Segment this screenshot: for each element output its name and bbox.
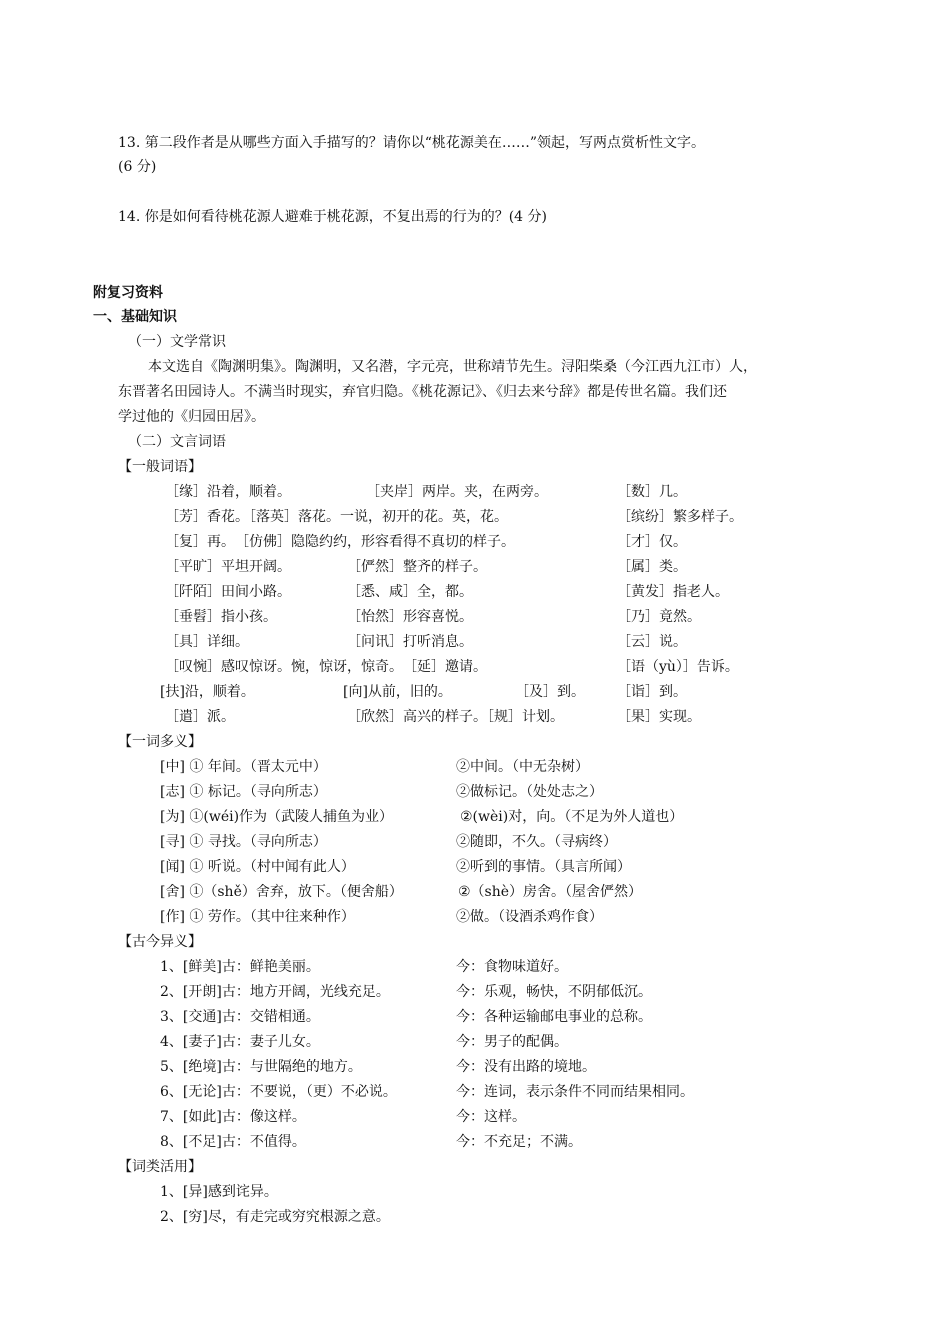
word-class-shift-item: 2、[穷]尽，有走完或穷究根源之意。 [160,1209,390,1225]
modern-meaning: 今：食物味道好。 [456,959,568,975]
ancient-meaning: 6、[无论]古：不要说，（更）不必说。 [160,1084,397,1100]
ancient-meaning: 4、[妻子]古：妻子儿女。 [160,1034,320,1050]
general-word-entry: ［悉、咸］全，都。 [347,584,473,600]
section-basic-knowledge: 一、基础知识 [93,309,177,325]
polysemy-meaning-2: ②随即，不久。（寻病终） [456,834,617,850]
ancient-modern-row [0,957,950,977]
general-word-entry: ［平旷］平坦开阔。 [165,559,291,575]
general-word-entry: ［诣］到。 [617,684,687,700]
general-word-entry: ［夹岸］两岸。夹，在两旁。 [366,484,548,500]
literary-paragraph-line3: 学过他的《归园田居》。 [118,409,265,425]
general-word-entry: ［黄发］指老人。 [617,584,729,600]
subsection-literary-knowledge: （一）文学常识 [128,334,226,350]
ancient-meaning: 1、[鲜美]古：鲜艳美丽。 [160,959,320,975]
modern-meaning: 今：乐观，畅快，不阴郁低沉。 [456,984,652,1000]
ancient-meaning: 8、[不足]古：不值得。 [160,1134,306,1150]
polysemy-meaning-1: [中] ① 年间。（晋太元中） [160,759,327,775]
polysemy-meaning-1: [舍] ①（shě）舍弃，放下。（便舍船） [160,884,403,900]
literary-paragraph-line2: 东晋著名田园诗人。不满当时现实，弃官归隐。《桃花源记》、《归去来兮辞》都是传世名篇。我们还 [118,384,727,400]
general-word-entry: ［才］仅。 [617,534,687,550]
polysemy-meaning-2: ②(wèi)对，向。（不足为外人道也） [460,809,684,825]
general-word-entry: ［欣然］高兴的样子。［规］计划。 [347,709,564,725]
polysemy-row [0,782,950,802]
general-words-row [0,657,950,677]
general-word-entry: ［缤纷］繁多样子。 [617,509,743,525]
modern-meaning: 今：没有出路的境地。 [456,1059,596,1075]
word-class-shift-title: 【词类活用】 [118,1159,202,1175]
general-word-entry: [扶]沿，顺着。 [160,684,255,700]
general-words-row [0,632,950,652]
polysemy-row [0,857,950,877]
word-class-shift-item: 1、[异]感到诧异。 [160,1184,278,1200]
general-word-entry: ［遣］派。 [165,709,235,725]
general-words-row [0,482,950,502]
modern-meaning: 今：这样。 [456,1109,526,1125]
ancient-meaning: 7、[如此]古：像这样。 [160,1109,306,1125]
polysemy-meaning-1: [闻] ① 听说。（村中闻有此人） [160,859,355,875]
polysemy-row [0,832,950,852]
polysemy-row [0,807,950,827]
general-word-entry: ［具］详细。 [165,634,249,650]
general-words-row [0,682,950,702]
polysemy-meaning-1: [为] ①(wéi)作为（武陵人捕鱼为业） [160,809,394,825]
question-13-line1: 13. 第二段作者是从哪些方面入手描写的？请你以“桃花源美在……”领起，写两点赏析性文字。 [118,135,706,151]
ancient-modern-row [0,1107,950,1127]
subsection-classical-words: （二）文言词语 [128,434,226,450]
question-13-score: (6 分) [118,159,157,175]
ancient-modern-row [0,982,950,1002]
general-words-row [0,707,950,727]
polysemy-meaning-1: [志] ① 标记。（寻向所志） [160,784,327,800]
general-word-entry: ［叹惋］感叹惊讶。惋，惊讶，惊奇。 ［延］邀请。 [165,659,487,675]
ancient-modern-row [0,1007,950,1027]
general-word-entry: ［俨然］整齐的样子。 [347,559,487,575]
general-word-entry: ［数］几。 [617,484,687,500]
ancient-meaning: 5、[绝境]古：与世隔绝的地方。 [160,1059,362,1075]
general-word-entry: [向]从前，旧的。 [343,684,452,700]
ancient-meaning: 3、[交通]古：交错相通。 [160,1009,320,1025]
general-words-title: 【一般词语】 [118,459,202,475]
polysemy-meaning-2: ②听到的事情。（具言所闻） [456,859,631,875]
polysemy-meaning-1: [寻] ① 寻找。（寻向所志） [160,834,327,850]
modern-meaning: 今：各种运输邮电事业的总称。 [456,1009,652,1025]
general-words-row [0,532,950,552]
polysemy-meaning-2: ②做。（设酒杀鸡作食） [456,909,603,925]
ancient-modern-row [0,1057,950,1077]
question-14: 14. 你是如何看待桃花源人避难于桃花源，不复出焉的行为的？(4 分) [118,209,547,225]
polysemy-meaning-2: ②中间。（中无杂树） [456,759,589,775]
ancient-meaning: 2、[开朗]古：地方开阔，光线充足。 [160,984,390,1000]
general-words-row [0,557,950,577]
literary-paragraph-line1: 本文选自《陶渊明集》。陶渊明，又名潜，字元亮，世称靖节先生。浔阳柴桑（今江西九江市）人， [148,359,757,375]
general-word-entry: ［阡陌］田间小路。 [165,584,291,600]
ancient-modern-row [0,1132,950,1152]
polysemy-row [0,757,950,777]
polysemy-meaning-2: ②做标记。（处处志之） [456,784,603,800]
general-words-row [0,507,950,527]
polysemy-meaning-1: [作] ① 劳作。（其中往来种作） [160,909,355,925]
general-word-entry: ［问讯］打听消息。 [347,634,473,650]
general-word-entry: ［芳］香花。［落英］落花。一说，初开的花。英，花。 [165,509,508,525]
general-word-entry: ［乃］竟然。 [617,609,701,625]
general-word-entry: ［怡然］形容喜悦。 [347,609,473,625]
general-words-row [0,582,950,602]
modern-meaning: 今：不充足；不满。 [456,1134,582,1150]
general-word-entry: ［语（yù）］告诉。 [617,659,739,675]
modern-meaning: 今：男子的配偶。 [456,1034,568,1050]
polysemy-meaning-2: ②（shè）房舍。（屋舍俨然） [458,884,643,900]
polysemy-title: 【一词多义】 [118,734,202,750]
modern-meaning: 今：连词，表示条件不同而结果相同。 [456,1084,694,1100]
general-word-entry: ［缘］沿着，顺着。 [165,484,291,500]
general-words-row [0,607,950,627]
ancient-modern-row [0,1032,950,1052]
polysemy-row [0,907,950,927]
general-word-entry: ［及］到。 [515,684,585,700]
ancient-modern-row [0,1082,950,1102]
general-word-entry: ［云］说。 [617,634,687,650]
general-word-entry: ［复］再。 ［仿佛］隐隐约约，形容看得不真切的样子。 [165,534,515,550]
ancient-modern-title: 【古今异义】 [118,934,202,950]
general-word-entry: ［垂髫］指小孩。 [165,609,277,625]
polysemy-row [0,882,950,902]
general-word-entry: ［果］实现。 [617,709,701,725]
appendix-title: 附复习资料 [93,285,163,301]
general-word-entry: ［属］类。 [617,559,687,575]
